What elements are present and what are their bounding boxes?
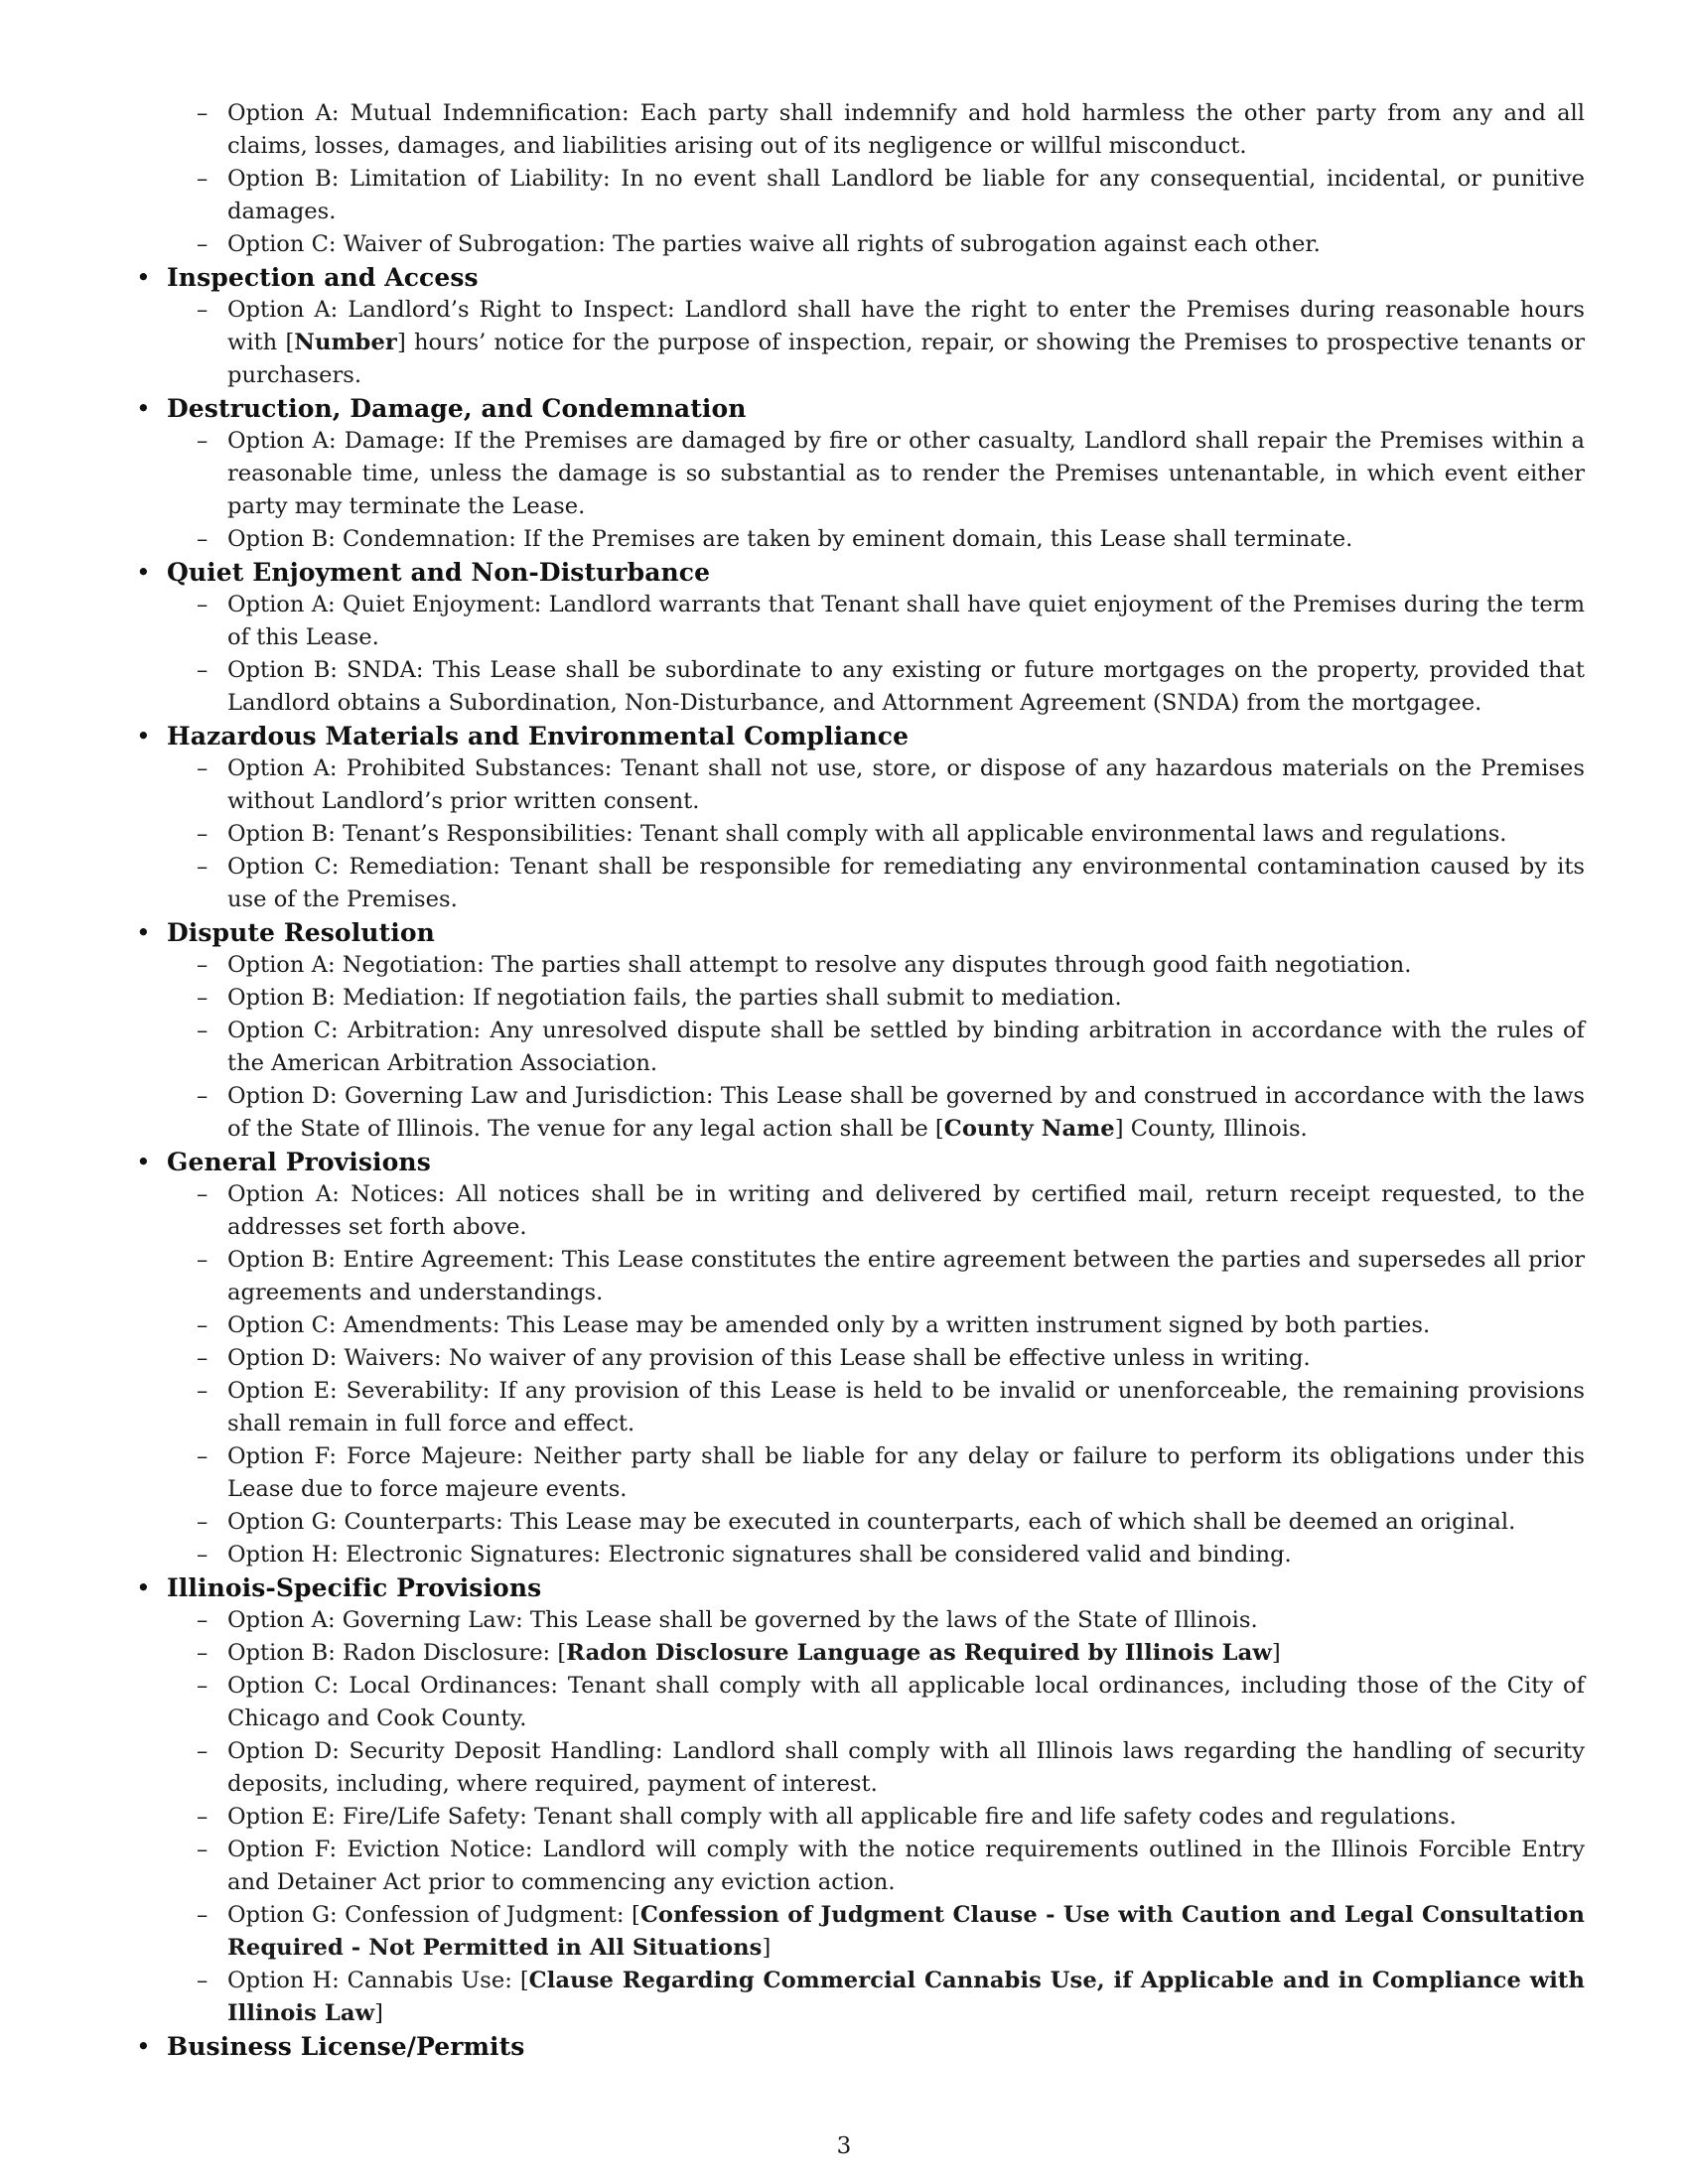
section-title: General Provisions	[167, 1148, 431, 1176]
section-heading	[133, 916, 1585, 949]
option-item: – Option F: Eviction Notice: Landlord will comply with the notice requirements outlined in the Illinois Forcible Entry and Detainer Act prior to commencing any eviction action.	[133, 1834, 1585, 1899]
bullet-marker: •	[136, 918, 151, 947]
dash-marker: –	[197, 1542, 209, 1568]
option-item: – Option C: Amendments: This Lease may be amended only by a written instrument signed by both parties.	[133, 1309, 1585, 1342]
section-general-provisions	[133, 1146, 1585, 1571]
section-title: Hazardous Materials and Environmental Compliance	[167, 722, 910, 751]
dash-marker: –	[197, 231, 209, 257]
dash-marker: –	[197, 1968, 209, 1993]
option-item: – Option A: Damage: If the Premises are damaged by fire or other casualty, Landlord shall repair the Premises within a reasonable time, unless the damage is so substantial as to render the Premises untenantable, in which event either party may terminate the Lease.	[133, 425, 1585, 523]
option-item: – Option A: Prohibited Substances: Tenant shall not use, store, or dispose of any hazardous materials on the Premises without Landlord’s prior written consent.	[133, 752, 1585, 818]
option-item: – Option D: Security Deposit Handling: Landlord shall comply with all Illinois laws regarding the handling of security deposits, including, where required, payment of interest.	[133, 1735, 1585, 1801]
dash-marker: –	[197, 100, 209, 126]
option-item: – Option A: Landlord’s Right to Inspect: Landlord shall have the right to enter the Premises during reasonable hours with [Number] hours’ notice for the purpose of inspection, repair, or showing the Premises to prospective tenants or purchasers.	[133, 294, 1585, 392]
option-item: – Option A: Mutual Indemnification: Each party shall indemnify and hold harmless the other party from any and all claims, losses, damages, and liabilities arising out of its negligence or willful misconduct.	[133, 97, 1585, 163]
dash-marker: –	[197, 526, 209, 552]
dash-marker: –	[197, 1181, 209, 1207]
dash-marker: –	[197, 1640, 209, 1666]
section-heading	[133, 720, 1585, 752]
dash-marker: –	[197, 1247, 209, 1273]
document-body	[133, 97, 1585, 2063]
option-item: – Option E: Severability: If any provision of this Lease is held to be invalid or unenforceable, the remaining provisions shall remain in full force and effect.	[133, 1375, 1585, 1440]
section-heading	[133, 261, 1585, 294]
dash-marker: –	[197, 1902, 209, 1928]
dash-marker: –	[197, 1083, 209, 1109]
dash-marker: –	[197, 755, 209, 781]
placeholder-field: Confession of Judgment Clause - Use with Caution and Legal Consultation Required - Not Permitted in All Situations	[227, 1902, 1585, 1961]
dash-marker: –	[197, 1345, 209, 1371]
dash-marker: –	[197, 952, 209, 978]
placeholder-field: Radon Disclosure Language as Required by Illinois Law	[566, 1640, 1272, 1666]
section-business-license-permits	[133, 2030, 1585, 2063]
bullet-marker: •	[136, 722, 151, 751]
option-item: – Option B: SNDA: This Lease shall be subordinate to any existing or future mortgages on the property, provided that Landlord obtains a Subordination, Non-Disturbance, and Attornment Agreement (SNDA) from the mortgagee.	[133, 654, 1585, 720]
dash-marker: –	[197, 592, 209, 617]
section-list	[133, 261, 1585, 2063]
option-item: – Option A: Notices: All notices shall be in writing and delivered by certified mail, return receipt requested, to the addresses set forth above.	[133, 1178, 1585, 1244]
bullet-marker: •	[136, 2032, 151, 2061]
bullet-marker: •	[136, 394, 151, 423]
dash-marker: –	[197, 1804, 209, 1830]
section-title: Business License/Permits	[167, 2032, 525, 2061]
bullet-marker: •	[136, 263, 151, 292]
intro-option-list	[133, 97, 1585, 261]
dash-marker: –	[197, 1312, 209, 1338]
dash-marker: –	[197, 1018, 209, 1043]
option-item: – Option F: Force Majeure: Neither party shall be liable for any delay or failure to perform its obligations under this Lease due to force majeure events.	[133, 1440, 1585, 1506]
option-item: – Option C: Remediation: Tenant shall be responsible for remediating any environmental contamination caused by its use of the Premises.	[133, 851, 1585, 916]
dash-marker: –	[197, 297, 209, 323]
dash-marker: –	[197, 428, 209, 454]
section-illinois-specific-provisions	[133, 1571, 1585, 2030]
option-item: – Option G: Confession of Judgment: [Confession of Judgment Clause - Use with Caution and Legal Consultation Required - Not Permitted in All Situations]	[133, 1899, 1585, 1965]
option-item: – Option B: Radon Disclosure: [Radon Disclosure Language as Required by Illinois Law]	[133, 1637, 1585, 1670]
section-heading	[133, 392, 1585, 425]
dash-marker: –	[197, 1378, 209, 1404]
section-quiet-enjoyment-and-non-disturbance	[133, 556, 1585, 720]
section-title: Inspection and Access	[167, 263, 479, 292]
option-item: – Option B: Limitation of Liability: In no event shall Landlord be liable for any consequential, incidental, or punitive damages.	[133, 163, 1585, 228]
dash-marker: –	[197, 1443, 209, 1469]
dash-marker: –	[197, 657, 209, 683]
dash-marker: –	[197, 854, 209, 880]
option-item: – Option H: Cannabis Use: [Clause Regarding Commercial Cannabis Use, if Applicable and in Compliance with Illinois Law]	[133, 1965, 1585, 2030]
dash-marker: –	[197, 1738, 209, 1764]
option-item: – Option B: Mediation: If negotiation fails, the parties shall submit to mediation.	[133, 982, 1585, 1015]
section-dispute-resolution	[133, 916, 1585, 1146]
dash-marker: –	[197, 1673, 209, 1699]
option-item: – Option A: Negotiation: The parties shall attempt to resolve any disputes through good faith negotiation.	[133, 949, 1585, 982]
section-heading	[133, 1571, 1585, 1604]
dash-marker: –	[197, 1837, 209, 1862]
section-destruction-damage-and-condemnation	[133, 392, 1585, 556]
section-title: Dispute Resolution	[167, 918, 435, 947]
option-item: – Option G: Counterparts: This Lease may be executed in counterparts, each of which shall be deemed an original.	[133, 1506, 1585, 1539]
option-item: – Option B: Condemnation: If the Premises are taken by eminent domain, this Lease shall terminate.	[133, 523, 1585, 556]
option-item: – Option H: Electronic Signatures: Electronic signatures shall be considered valid and binding.	[133, 1539, 1585, 1571]
option-item: – Option C: Waiver of Subrogation: The parties waive all rights of subrogation against each other.	[133, 228, 1585, 261]
option-item: – Option B: Entire Agreement: This Lease constitutes the entire agreement between the parties and supersedes all prior agreements and understandings.	[133, 1244, 1585, 1309]
placeholder-field: County Name	[943, 1116, 1115, 1142]
bullet-marker: •	[136, 1573, 151, 1602]
section-title: Quiet Enjoyment and Non-Disturbance	[167, 558, 711, 587]
placeholder-field: Number	[294, 330, 397, 355]
option-item: – Option A: Governing Law: This Lease shall be governed by the laws of the State of Illinois.	[133, 1604, 1585, 1637]
option-item: – Option B: Tenant’s Responsibilities: Tenant shall comply with all applicable environmental laws and regulations.	[133, 818, 1585, 851]
page-number: 3	[836, 2133, 852, 2159]
section-heading	[133, 556, 1585, 589]
option-item: – Option E: Fire/Life Safety: Tenant shall comply with all applicable fire and life safety codes and regulations.	[133, 1801, 1585, 1834]
option-item: – Option D: Waivers: No waiver of any provision of this Lease shall be effective unless in writing.	[133, 1342, 1585, 1375]
section-heading	[133, 2030, 1585, 2063]
section-inspection-and-access	[133, 261, 1585, 392]
dash-marker: –	[197, 166, 209, 192]
dash-marker: –	[197, 1607, 209, 1633]
bullet-marker: •	[136, 1148, 151, 1176]
placeholder-field: Clause Regarding Commercial Cannabis Use, if Applicable and in Compliance with Illinois Law	[227, 1968, 1585, 2026]
option-item: – Option C: Local Ordinances: Tenant shall comply with all applicable local ordinances, including those of the City of Chicago and Cook County.	[133, 1670, 1585, 1735]
section-heading	[133, 1146, 1585, 1178]
option-item: – Option D: Governing Law and Jurisdiction: This Lease shall be governed by and construed in accordance with the laws of the State of Illinois. The venue for any legal action shall be [County Name] County, Illinois.	[133, 1080, 1585, 1146]
option-item: – Option C: Arbitration: Any unresolved dispute shall be settled by binding arbitration in accordance with the rules of the American Arbitration Association.	[133, 1015, 1585, 1080]
dash-marker: –	[197, 1509, 209, 1535]
dash-marker: –	[197, 985, 209, 1011]
section-title: Illinois-Specific Provisions	[167, 1573, 542, 1602]
dash-marker: –	[197, 821, 209, 847]
section-title: Destruction, Damage, and Condemnation	[167, 394, 747, 423]
section-hazardous-materials-and-environmental-compliance	[133, 720, 1585, 916]
bullet-marker: •	[136, 558, 151, 587]
option-item: – Option A: Quiet Enjoyment: Landlord warrants that Tenant shall have quiet enjoyment of the Premises during the term of this Lease.	[133, 589, 1585, 654]
